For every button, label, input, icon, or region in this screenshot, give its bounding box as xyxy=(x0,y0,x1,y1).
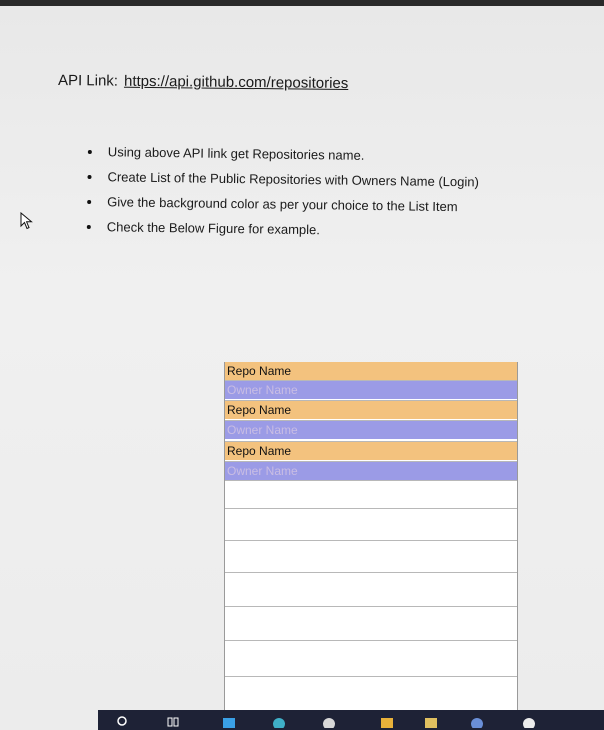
figure-owner-row: Owner Name xyxy=(225,381,517,399)
grid-line xyxy=(225,640,517,641)
instructions-list xyxy=(87,142,480,247)
figure-repo-row: Repo Name xyxy=(225,362,517,380)
folder-icon[interactable] xyxy=(424,712,438,728)
grid-line xyxy=(225,572,517,573)
chrome-icon[interactable] xyxy=(470,712,484,728)
grid-line xyxy=(225,508,517,509)
grid-line xyxy=(225,420,517,421)
task-view-icon[interactable] xyxy=(166,712,180,728)
grid-line xyxy=(225,461,517,462)
mail-icon[interactable] xyxy=(322,712,336,728)
window-top-edge xyxy=(0,0,604,6)
grid-line xyxy=(225,480,517,481)
api-link-label: API Link: xyxy=(57,72,119,90)
search-icon[interactable] xyxy=(116,712,130,728)
figure-owner-row: Owner Name xyxy=(225,462,517,480)
grid-line xyxy=(225,606,517,607)
grid-line xyxy=(225,441,517,442)
app-icon[interactable] xyxy=(522,712,536,728)
instruction-item: Check the Below Figure for example. xyxy=(87,217,479,247)
api-link-url[interactable]: https://api.github.com/repositories xyxy=(123,72,349,93)
instruction-item: Using above API link get Repositories name. xyxy=(88,142,480,172)
store-icon[interactable] xyxy=(380,712,394,728)
instruction-item: Create List of the Public Repositories with Owners Name (Login) xyxy=(87,167,479,197)
edge-icon[interactable] xyxy=(272,712,286,728)
grid-line xyxy=(225,540,517,541)
mouse-cursor-icon xyxy=(20,212,34,230)
figure-repo-row: Repo Name xyxy=(225,401,517,419)
example-figure xyxy=(224,362,518,712)
grid-line xyxy=(225,400,517,401)
figure-owner-row: Owner Name xyxy=(225,421,517,439)
grid-line xyxy=(225,380,517,381)
api-link-line xyxy=(58,72,348,92)
instruction-item: Give the background color as per your choice to the List Item xyxy=(87,192,479,222)
grid-line xyxy=(225,676,517,677)
file-explorer-icon[interactable] xyxy=(222,712,236,728)
figure-repo-row: Repo Name xyxy=(225,442,517,460)
